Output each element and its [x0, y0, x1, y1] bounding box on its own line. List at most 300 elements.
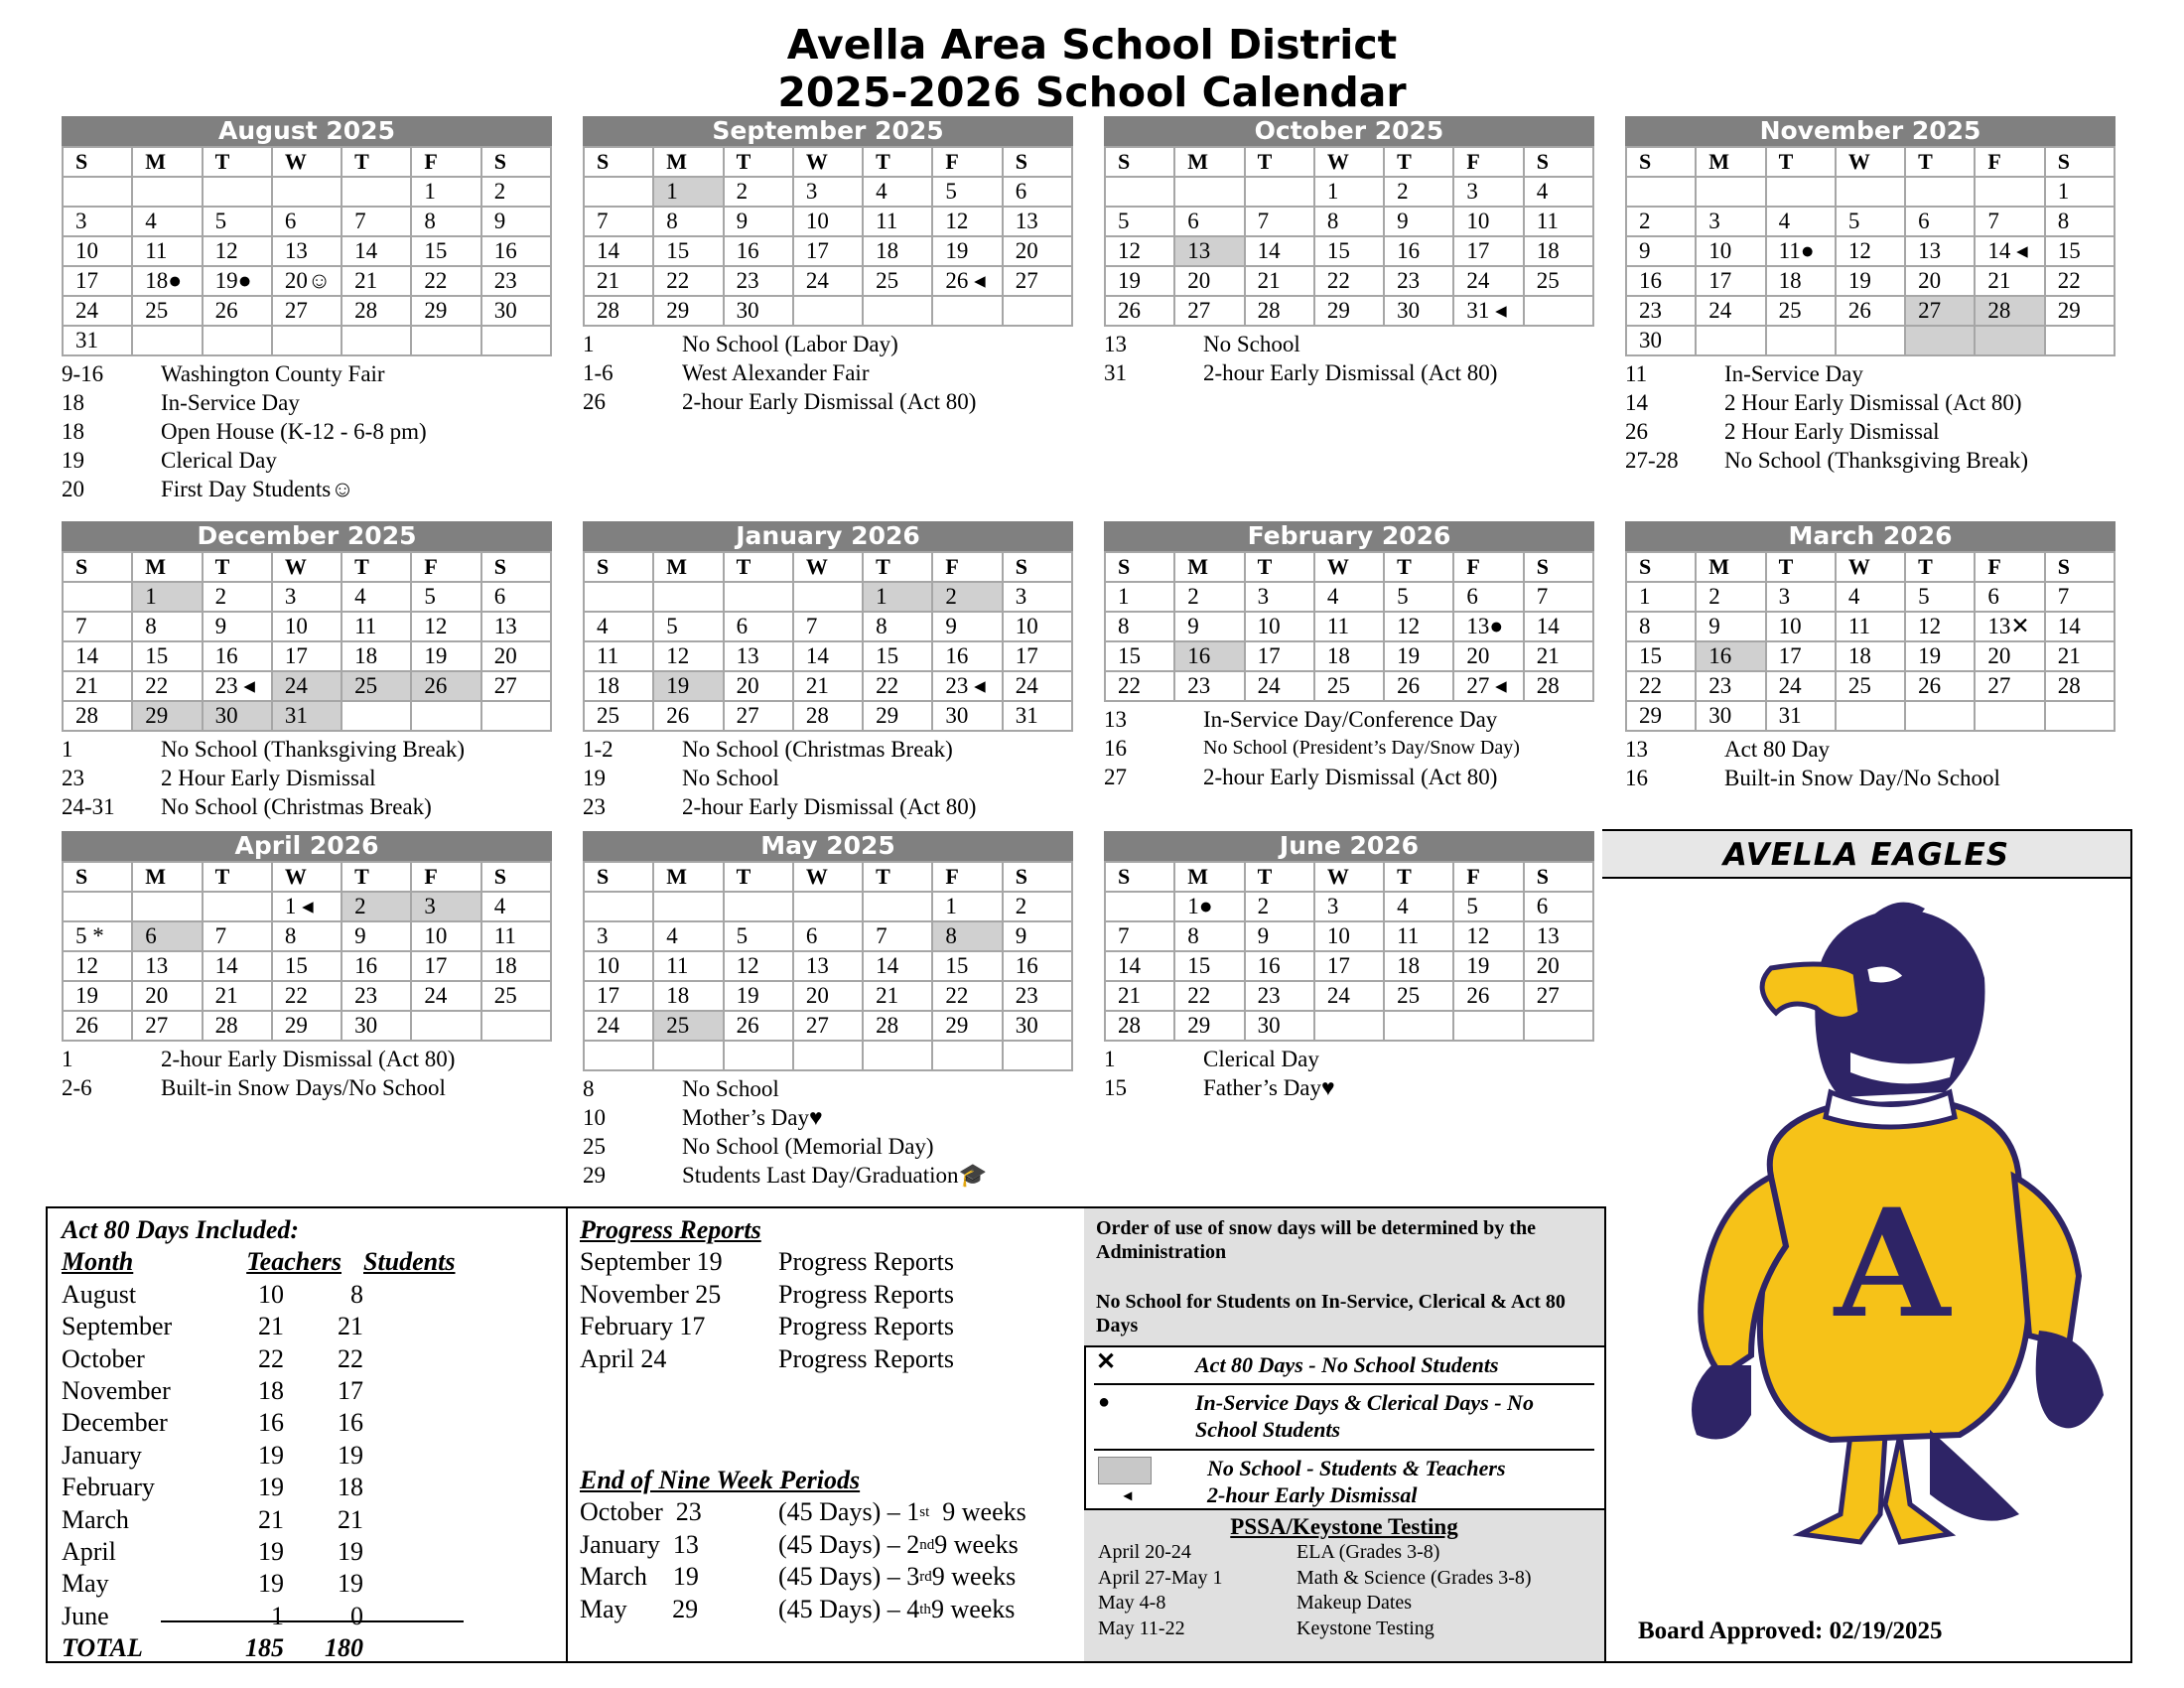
day-cell: 30 — [1003, 1011, 1072, 1041]
act80-month: May — [62, 1569, 109, 1599]
weekday-header: T — [1384, 552, 1453, 582]
day-cell — [203, 177, 272, 207]
act80-header-students: Students — [363, 1247, 456, 1277]
day-cell — [653, 892, 723, 921]
day-cell: 5 — [1105, 207, 1174, 236]
month-notes — [62, 359, 552, 503]
day-cell: 21 — [793, 671, 863, 701]
day-cell: 11 — [1384, 921, 1453, 951]
weekday-header: W — [1836, 552, 1905, 582]
day-cell: 18● — [132, 266, 202, 296]
note-text: Clerical Day — [161, 448, 277, 473]
day-cell: 9 — [481, 207, 551, 236]
progress-rows — [580, 1246, 1084, 1375]
note-row — [62, 446, 552, 475]
act80-students: 19 — [338, 1537, 363, 1567]
weekday-header: S — [1626, 552, 1696, 582]
note-row — [62, 764, 552, 792]
day-cell: 9 — [1384, 207, 1453, 236]
day-cell: 15 — [1626, 641, 1696, 671]
weekday-header: M — [653, 147, 723, 177]
day-cell: 26 — [1105, 296, 1174, 326]
day-cell — [63, 892, 132, 921]
note-text: 2 Hour Early Dismissal (Act 80) — [1724, 390, 2022, 415]
weekday-header: W — [793, 147, 863, 177]
day-cell: 10 — [793, 207, 863, 236]
day-cell — [341, 177, 411, 207]
month-title: November 2025 — [1625, 116, 2116, 146]
day-cell: 12 — [203, 236, 272, 266]
day-cell: 27 — [132, 1011, 202, 1041]
day-cell: 10 — [63, 236, 132, 266]
day-cell: 20 — [481, 641, 551, 671]
day-cell: 23 ◂ — [932, 671, 1002, 701]
legend-panel — [1084, 1208, 1604, 1661]
nine-week-row — [580, 1529, 1084, 1561]
day-cell: 18 — [341, 641, 411, 671]
progress-label: Progress Reports — [778, 1279, 954, 1309]
day-cell: 22 — [932, 981, 1002, 1011]
day-cell: 21 — [1524, 641, 1593, 671]
weekday-header: S — [584, 862, 653, 892]
day-cell: 23 — [1245, 981, 1314, 1011]
day-cell: 19 — [653, 671, 723, 701]
month-notes — [583, 1074, 1073, 1190]
day-cell — [2045, 701, 2115, 731]
day-cell: 8 — [2045, 207, 2115, 236]
note-date: 16 — [1104, 736, 1127, 761]
day-cell — [1905, 326, 1975, 355]
day-cell: 6 — [1003, 177, 1072, 207]
note-row — [583, 735, 1073, 764]
note-row — [1625, 388, 2116, 417]
month-table — [583, 861, 1073, 1071]
day-cell: 8 — [1105, 612, 1174, 641]
day-cell: 12 — [1836, 236, 1905, 266]
note-row — [1625, 417, 2116, 446]
day-cell — [1174, 177, 1244, 207]
note-text: Clerical Day — [1203, 1047, 1319, 1071]
pssa-date: May 11-22 — [1098, 1617, 1185, 1639]
day-cell: 17 — [1314, 951, 1384, 981]
day-cell — [724, 1041, 793, 1070]
day-cell: 28 — [793, 701, 863, 731]
progress-date: April 24 — [580, 1343, 667, 1373]
weekday-header: S — [63, 147, 132, 177]
weekday-header: S — [1626, 147, 1696, 177]
note-row — [583, 330, 1073, 358]
act80-teachers: 19 — [258, 1569, 284, 1599]
day-cell: 11 — [132, 236, 202, 266]
weekday-header: T — [1245, 552, 1314, 582]
progress-row — [580, 1246, 1084, 1278]
day-cell: 24 — [793, 266, 863, 296]
day-cell: 27 — [1524, 981, 1593, 1011]
weekday-header: T — [724, 552, 793, 582]
day-cell: 29 — [411, 296, 480, 326]
note-text: Mother’s Day♥ — [682, 1105, 823, 1130]
day-cell: 22 — [1314, 266, 1384, 296]
day-cell: 9 — [341, 921, 411, 951]
period-weeks: 9 weeks — [934, 1529, 1019, 1559]
day-cell: 1 — [2045, 177, 2115, 207]
day-cell: 19● — [203, 266, 272, 296]
act80-rows — [62, 1279, 566, 1632]
month-table — [62, 861, 552, 1042]
day-cell: 8 — [1314, 207, 1384, 236]
day-cell — [203, 892, 272, 921]
note-text: No School (Christmas Break) — [682, 737, 953, 762]
note-row — [62, 735, 552, 764]
note-date: 19 — [583, 766, 606, 790]
month-block — [583, 831, 1073, 1190]
weekday-header: T — [341, 552, 411, 582]
month-title: May 2025 — [583, 831, 1073, 861]
day-cell: 19 — [1836, 266, 1905, 296]
day-cell: 13 — [1905, 236, 1975, 266]
day-cell: 3 — [272, 582, 341, 612]
day-cell — [1766, 326, 1836, 355]
month-block — [1104, 116, 1594, 387]
weekday-header: T — [1245, 147, 1314, 177]
day-cell: 18 — [863, 236, 932, 266]
note-text: Washington County Fair — [161, 361, 385, 386]
day-cell: 25 — [1836, 671, 1905, 701]
act80-month: November — [62, 1376, 171, 1406]
weekday-header: S — [1003, 147, 1072, 177]
day-cell: 22 — [272, 981, 341, 1011]
note-row — [1625, 764, 2116, 792]
day-cell: 13 — [724, 641, 793, 671]
day-cell: 31 — [272, 701, 341, 731]
act80-row — [62, 1279, 566, 1311]
act80-total-students: 180 — [325, 1633, 363, 1663]
day-cell: 17 — [272, 641, 341, 671]
note-date: 31 — [1104, 360, 1127, 385]
note-date: 26 — [1625, 419, 1648, 444]
day-cell: 12 — [1453, 921, 1523, 951]
weekday-header: M — [653, 862, 723, 892]
day-cell: 10 — [1453, 207, 1523, 236]
note-date: 2-6 — [62, 1075, 92, 1100]
day-cell: 30 — [1384, 296, 1453, 326]
weekday-header: S — [2045, 147, 2115, 177]
day-cell: 29 — [932, 1011, 1002, 1041]
act80-row — [62, 1440, 566, 1472]
legend-inservice — [1094, 1385, 1594, 1451]
day-cell: 21 — [1105, 981, 1174, 1011]
day-cell: 20 — [1905, 266, 1975, 296]
act80-total-label: TOTAL — [62, 1633, 143, 1663]
day-cell: 24 — [1696, 296, 1765, 326]
day-cell: 2 — [1696, 582, 1765, 612]
day-cell: 7 — [863, 921, 932, 951]
month-notes — [1625, 735, 2116, 792]
act80-teachers: 1 — [271, 1601, 284, 1630]
weekday-header: S — [481, 147, 551, 177]
day-cell: 29 — [1626, 701, 1696, 731]
day-cell: 1 — [863, 582, 932, 612]
weekday-header: T — [863, 552, 932, 582]
day-cell: 22 — [411, 266, 480, 296]
day-cell: 1 ◂ — [272, 892, 341, 921]
day-cell: 12 — [411, 612, 480, 641]
weekday-header: M — [1174, 552, 1244, 582]
act80-month: March — [62, 1504, 129, 1534]
note-row — [583, 1103, 1073, 1132]
day-cell: 27 — [793, 1011, 863, 1041]
note-text: Act 80 Day — [1724, 737, 1831, 762]
month-notes — [583, 735, 1073, 821]
day-cell: 16 — [1696, 641, 1765, 671]
progress-label: Progress Reports — [778, 1247, 954, 1277]
month-table — [62, 146, 552, 356]
act80-students: 17 — [338, 1376, 363, 1406]
month-title: April 2026 — [62, 831, 552, 861]
legend-act80-label: Act 80 Days - No School Students — [1195, 1352, 1499, 1377]
day-cell: 8 — [932, 921, 1002, 951]
day-cell: 3 — [1314, 892, 1384, 921]
day-cell: 12 — [932, 207, 1002, 236]
day-cell: 9 — [1174, 612, 1244, 641]
day-cell: 14 — [341, 236, 411, 266]
weekday-header: T — [203, 147, 272, 177]
act80-teachers: 19 — [258, 1537, 284, 1567]
day-cell: 6 — [793, 921, 863, 951]
day-cell: 22 — [1174, 981, 1244, 1011]
day-cell: 16 — [724, 236, 793, 266]
day-cell: 25 — [341, 671, 411, 701]
act80-teachers: 19 — [258, 1473, 284, 1502]
note-date: 1-6 — [583, 360, 614, 385]
month-table — [62, 551, 552, 732]
ordinal-suffix: th — [919, 1601, 931, 1618]
pssa-subject: Math & Science (Grades 3-8) — [1297, 1566, 1532, 1589]
day-cell: 5 — [1905, 582, 1975, 612]
note-text: No School — [682, 1076, 779, 1101]
day-cell: 16 — [1245, 951, 1314, 981]
day-cell: 5 — [1453, 892, 1523, 921]
act80-students: 21 — [338, 1504, 363, 1534]
day-cell: 29 — [1174, 1011, 1244, 1041]
day-cell — [1314, 1011, 1384, 1041]
note-text: 2-hour Early Dismissal (Act 80) — [1203, 765, 1498, 789]
day-cell: 6 — [272, 207, 341, 236]
month-notes — [1625, 359, 2116, 475]
day-cell: 23 — [1174, 671, 1244, 701]
month-table — [1625, 551, 2116, 732]
day-cell — [1696, 177, 1765, 207]
day-cell: 7 — [1105, 921, 1174, 951]
day-cell: 2 — [724, 177, 793, 207]
day-cell: 20 — [793, 981, 863, 1011]
month-block — [1104, 831, 1594, 1102]
act80-month: April — [62, 1537, 116, 1567]
day-cell — [1245, 177, 1314, 207]
legend-inservice-label: In-Service Days & Clerical Days - No School Students — [1195, 1390, 1534, 1442]
day-cell: 25 — [863, 266, 932, 296]
day-cell — [132, 177, 202, 207]
day-cell: 19 — [724, 981, 793, 1011]
day-cell: 4 — [584, 612, 653, 641]
act80-teachers: 21 — [258, 1312, 284, 1341]
day-cell: 2 — [203, 582, 272, 612]
day-cell: 30 — [1626, 326, 1696, 355]
day-cell: 30 — [724, 296, 793, 326]
act80-month: September — [62, 1312, 173, 1341]
note-row — [583, 358, 1073, 387]
act80-teachers: 21 — [258, 1504, 284, 1534]
day-cell — [724, 892, 793, 921]
pssa-subject: Keystone Testing — [1297, 1617, 1434, 1639]
note-row — [62, 1073, 552, 1102]
act80-total-teachers: 185 — [245, 1633, 284, 1663]
note-date: 10 — [583, 1105, 606, 1130]
note-text: Father’s Day♥ — [1203, 1075, 1335, 1100]
period-days: (45 Days) – 1 — [778, 1497, 920, 1527]
day-cell: 29 — [272, 1011, 341, 1041]
day-cell: 3 — [1766, 582, 1836, 612]
day-cell: 4 — [1384, 892, 1453, 921]
progress-row — [580, 1311, 1084, 1342]
note-date: 1 — [583, 332, 595, 356]
legend-noschool — [1094, 1451, 1594, 1508]
day-cell: 25 — [1314, 671, 1384, 701]
day-cell: 3 — [1003, 582, 1072, 612]
no-school-note: No School for Students on In-Service, Clerical & Act 80 Days — [1096, 1291, 1566, 1336]
month-title: December 2025 — [62, 521, 552, 551]
day-cell — [341, 326, 411, 355]
day-cell: 17 — [1696, 266, 1765, 296]
act80-header-month: Month — [62, 1247, 134, 1277]
day-cell — [1105, 892, 1174, 921]
day-cell: 1 — [1626, 582, 1696, 612]
day-cell: 29 — [132, 701, 202, 731]
day-cell: 17 — [1003, 641, 1072, 671]
day-cell: 13 — [793, 951, 863, 981]
day-cell: 16 — [932, 641, 1002, 671]
weekday-header: W — [793, 862, 863, 892]
day-cell: 24 — [1314, 981, 1384, 1011]
month-table — [1104, 551, 1594, 702]
weekday-header: M — [1696, 147, 1765, 177]
day-cell — [793, 582, 863, 612]
note-row — [62, 1045, 552, 1073]
day-cell: 18 — [584, 671, 653, 701]
month-notes — [1104, 705, 1594, 791]
day-cell: 28 — [1524, 671, 1593, 701]
day-cell: 26 — [63, 1011, 132, 1041]
note-date: 19 — [62, 448, 84, 473]
day-cell: 5 — [724, 921, 793, 951]
day-cell: 14 — [1524, 612, 1593, 641]
weekday-header: F — [1453, 862, 1523, 892]
day-cell: 26 — [653, 701, 723, 731]
nine-week-rows — [580, 1496, 1084, 1625]
day-cell: 6 — [1905, 207, 1975, 236]
progress-title: Progress Reports — [580, 1215, 761, 1244]
day-cell: 11 — [863, 207, 932, 236]
weekday-header: S — [584, 552, 653, 582]
weekday-header: S — [1003, 862, 1072, 892]
month-block — [1625, 116, 2116, 475]
day-cell: 20☺ — [272, 266, 341, 296]
note-date: 18 — [62, 390, 84, 415]
day-cell: 11 — [1524, 207, 1593, 236]
day-cell: 27 — [1975, 671, 2044, 701]
day-cell: 7 — [1524, 582, 1593, 612]
note-row — [1104, 330, 1594, 358]
day-cell: 16 — [1626, 266, 1696, 296]
day-cell: 25 — [132, 296, 202, 326]
day-cell: 21 — [584, 266, 653, 296]
day-cell: 6 — [1453, 582, 1523, 612]
day-cell: 27 — [481, 671, 551, 701]
day-cell: 7 — [1975, 207, 2044, 236]
act80-teachers: 10 — [258, 1279, 284, 1309]
act80-students: 8 — [350, 1279, 363, 1309]
nine-week-row — [580, 1594, 1084, 1625]
weekday-header: S — [1524, 552, 1593, 582]
act80-teachers: 18 — [258, 1376, 284, 1406]
day-cell: 26 — [411, 671, 480, 701]
day-cell — [653, 1041, 723, 1070]
day-cell — [584, 582, 653, 612]
weekday-header: W — [1314, 552, 1384, 582]
day-cell: 2 — [1626, 207, 1696, 236]
day-cell — [1905, 701, 1975, 731]
act80-students: 19 — [338, 1440, 363, 1470]
day-cell: 26 — [1384, 671, 1453, 701]
day-cell: 16 — [1174, 641, 1244, 671]
day-cell: 31 — [1766, 701, 1836, 731]
weekday-header: T — [863, 862, 932, 892]
day-cell — [411, 1011, 480, 1041]
note-row — [1104, 705, 1594, 734]
act80-month: January — [62, 1440, 142, 1470]
period-end-date: May 29 — [580, 1594, 699, 1623]
period-end-date: January 13 — [580, 1529, 699, 1559]
weekday-header: S — [481, 552, 551, 582]
day-cell: 19 — [1453, 951, 1523, 981]
weekday-header: S — [1105, 862, 1174, 892]
day-cell: 25 — [584, 701, 653, 731]
month-title: June 2026 — [1104, 831, 1594, 861]
day-cell: 10 — [1314, 921, 1384, 951]
month-block — [583, 116, 1073, 416]
day-cell: 1 — [1105, 582, 1174, 612]
day-cell: 14 — [863, 951, 932, 981]
day-cell — [863, 892, 932, 921]
day-cell: 31 — [63, 326, 132, 355]
day-cell: 14 ◂ — [1975, 236, 2044, 266]
note-row — [1104, 358, 1594, 387]
day-cell: 4 — [1836, 582, 1905, 612]
day-cell — [481, 326, 551, 355]
day-cell: 9 — [1245, 921, 1314, 951]
note-text: Students Last Day/Graduation🎓 — [682, 1163, 988, 1188]
progress-date: February 17 — [580, 1312, 706, 1341]
day-cell: 28 — [584, 296, 653, 326]
day-cell: 11 — [653, 951, 723, 981]
day-cell: 14 — [793, 641, 863, 671]
day-cell: 4 — [1314, 582, 1384, 612]
note-date: 1 — [1104, 1047, 1116, 1071]
day-cell: 12 — [1384, 612, 1453, 641]
day-cell: 6 — [1975, 582, 2044, 612]
weekday-header: T — [724, 862, 793, 892]
day-cell: 1 — [411, 177, 480, 207]
